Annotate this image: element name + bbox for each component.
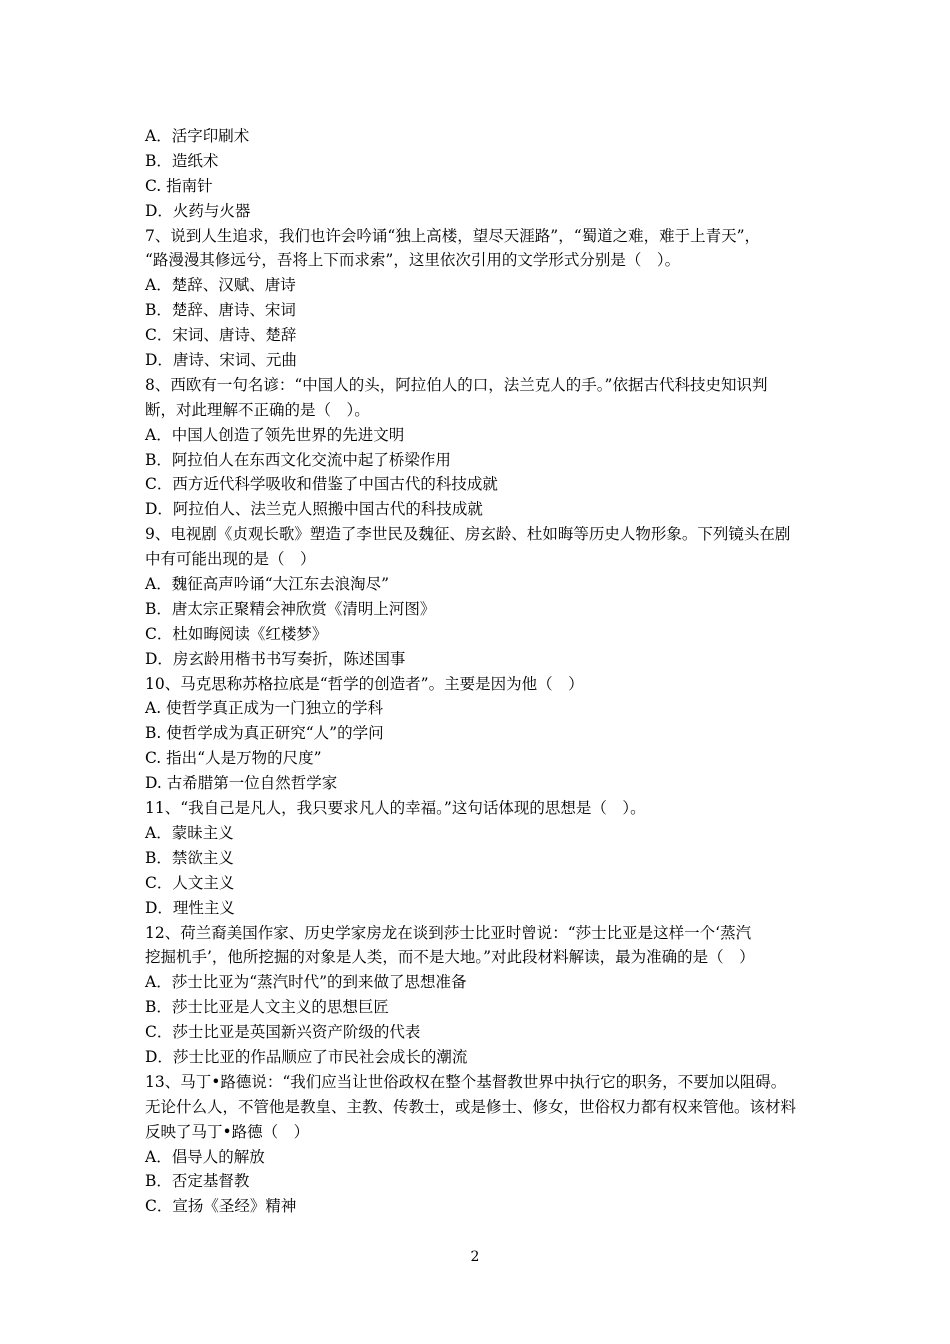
text-line: 13、马丁•路德说：“我们应当让世俗政权在整个基督教世界中执行它的职务，不要加以阻碍。 [145, 1072, 787, 1091]
text-line: A．蒙昧主义 [145, 823, 234, 842]
text-line: D．理性主义 [145, 898, 235, 917]
text-line: A．莎士比亚为“蒸汽时代”的到来做了思想准备 [145, 973, 467, 992]
text-line: C. 指出“人是万物的尺度” [145, 749, 322, 768]
text-line: D．阿拉伯人、法兰克人照搬中国古代的科技成就 [145, 500, 483, 519]
text-line: B．造纸术 [145, 151, 219, 170]
text-line: 9、电视剧《贞观长歌》塑造了李世民及魏征、房玄龄、杜如晦等历史人物形象。下列镜头在剧 [145, 525, 791, 544]
text-line: 8、西欧有一句名谚：“中国人的头，阿拉伯人的口，法兰克人的手。”依据古代科技史知识判 [145, 375, 768, 394]
text-line: D．莎士比亚的作品顺应了市民社会成长的潮流 [145, 1047, 468, 1066]
text-line: 10、马克思称苏格拉底是“哲学的创造者”。主要是因为他（ ） [145, 674, 584, 693]
text-line: B．楚辞、唐诗、宋词 [145, 301, 296, 320]
text-line: B. 使哲学成为真正研究“人”的学问 [145, 724, 384, 743]
text-line: 断，对此理解不正确的是（ ）。 [145, 400, 370, 419]
text-line: A．活字印刷术 [145, 127, 250, 145]
text-line: C．宣扬《圣经》精神 [145, 1197, 297, 1216]
text-line: A．倡导人的解放 [145, 1147, 265, 1166]
text-line: B．唐太宗正聚精会神欣赏《清明上河图》 [145, 599, 436, 618]
text-line: C．人文主义 [145, 873, 235, 892]
text-line: A. 使哲学真正成为一门独立的学科 [145, 699, 384, 718]
text-line: 无论什么人，不管他是教皇、主教、传教士，或是修士、修女，世俗权力都有权来管他。该材料 [145, 1097, 797, 1116]
text-line: “路漫漫其修远兮，吾将上下而求索”，这里依次引用的文学形式分别是（ ）。 [145, 251, 681, 270]
text-line: B．阿拉伯人在东西文化交流中起了桥梁作用 [145, 450, 451, 469]
text-line: 11、“我自己是凡人，我只要求凡人的幸福。”这句话体现的思想是（ ）。 [145, 799, 646, 818]
text-line: C．杜如晦阅读《红楼梦》 [145, 624, 328, 643]
text-line: D．房玄龄用楷书书写奏折，陈述国事 [145, 649, 406, 668]
text-line: 中有可能出现的是（ ） [145, 550, 316, 569]
text-line: D. 古希腊第一位自然哲学家 [145, 774, 338, 793]
text-line: D．唐诗、宋词、元曲 [145, 351, 297, 370]
exam-questions-text [145, 124, 810, 1219]
text-line: B．莎士比亚是人文主义的思想巨匠 [145, 998, 389, 1017]
text-line: B．否定基督教 [145, 1172, 250, 1191]
text-line: A．楚辞、汉赋、唐诗 [145, 276, 296, 295]
text-line: 7、说到人生追求，我们也许会吟诵“独上高楼，望尽天涯路”，“蜀道之难，难于上青天”， [145, 226, 761, 245]
text-line: B．禁欲主义 [145, 848, 234, 867]
text-line: D．火药与火器 [145, 201, 251, 220]
text-line: A．魏征高声吟诵“大江东去浪淘尽” [145, 575, 390, 594]
text-line: C．莎士比亚是英国新兴资产阶级的代表 [145, 1023, 421, 1042]
text-line: C．宋词、唐诗、楚辞 [145, 326, 297, 345]
text-line: 反映了马丁•路德（ ） [145, 1122, 310, 1141]
text-line: C．西方近代科学吸收和借鉴了中国古代的科技成就 [145, 475, 498, 494]
text-line: 12、荷兰裔美国作家、历史学家房龙在谈到莎士比亚时曾说：“莎士比亚是这样一个‘蒸汽 [145, 923, 752, 942]
text-line: C. 指南针 [145, 176, 213, 195]
text-line: A．中国人创造了领先世界的先进文明 [145, 425, 405, 444]
page-number: 2 [470, 1249, 480, 1265]
text-line: 挖掘机手’，他所挖掘的对象是人类，而不是大地。”对此段材料解读，最为准确的是（ ） [145, 948, 755, 967]
